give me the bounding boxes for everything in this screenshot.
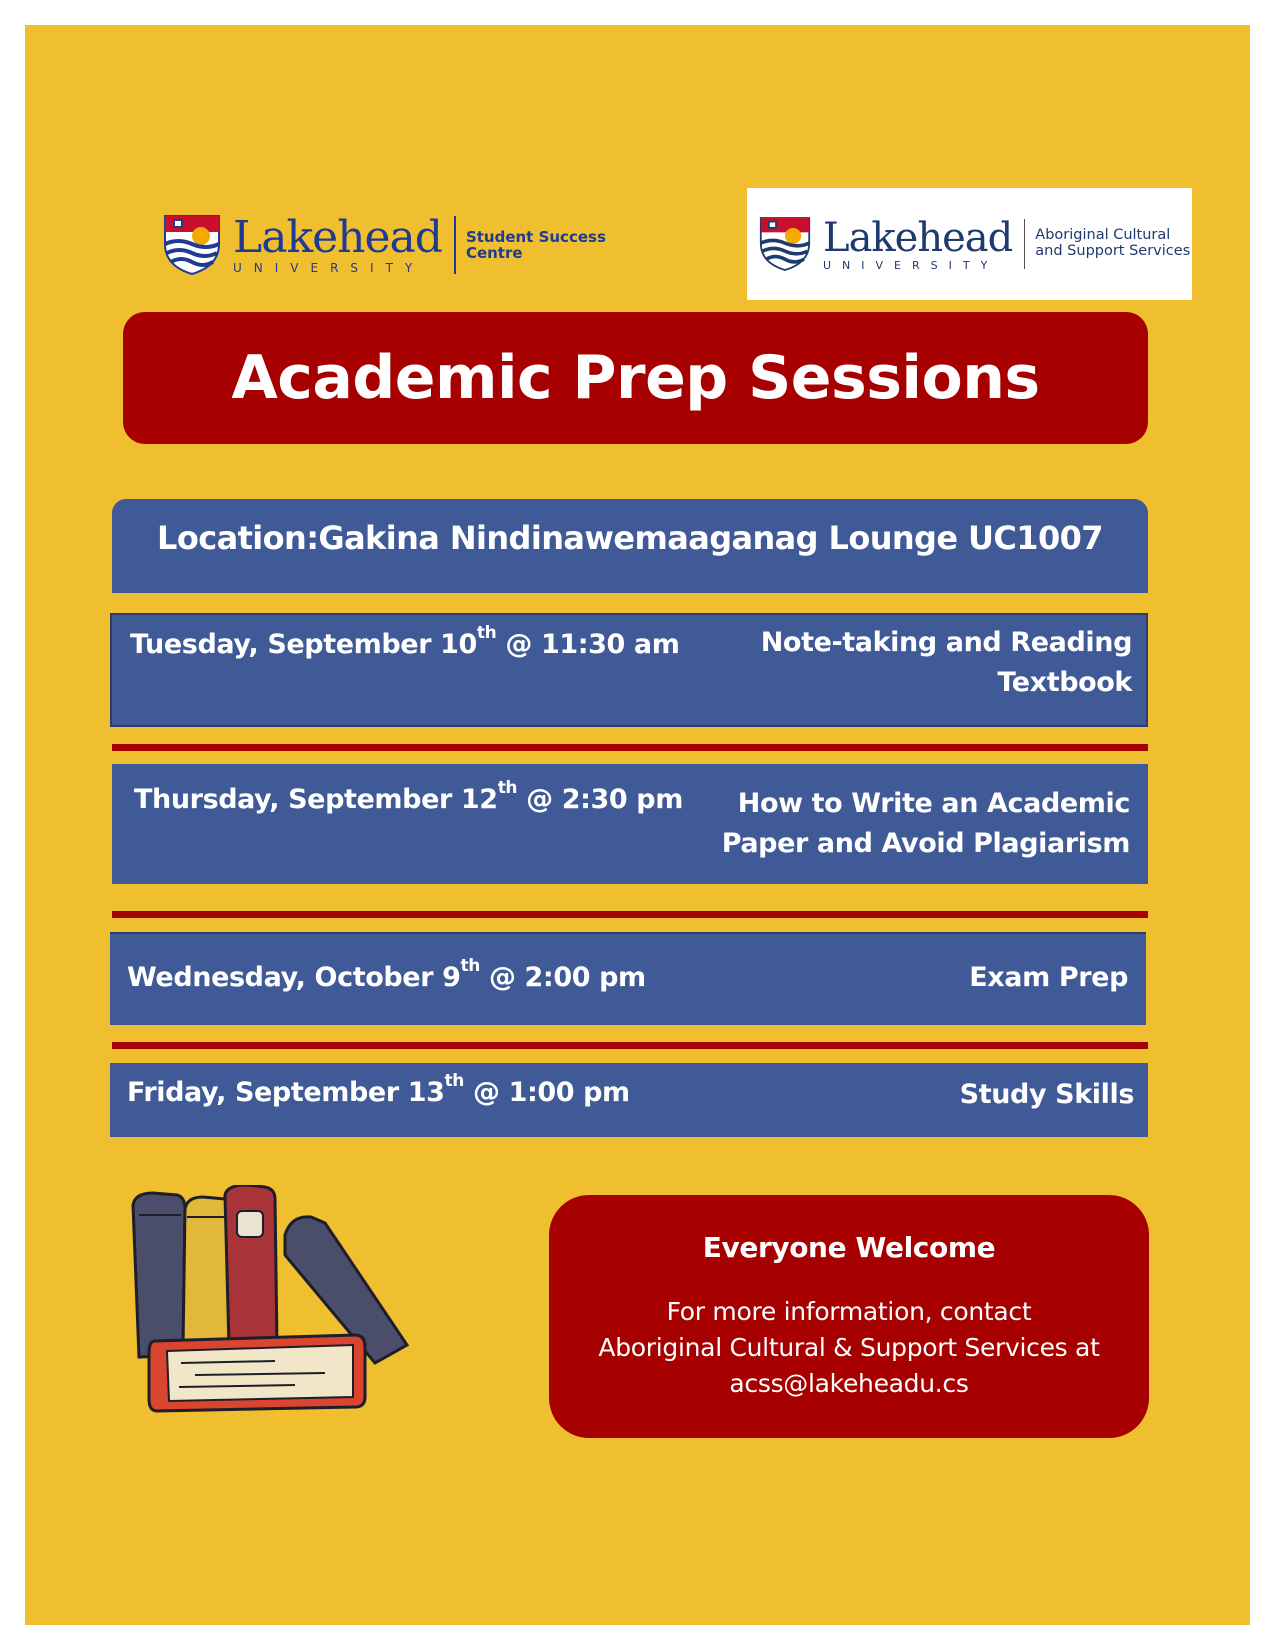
session-datetime (130, 623, 680, 660)
acss-logo (747, 188, 1192, 300)
title-banner (123, 312, 1148, 444)
session-day: Thursday, September 12 (134, 784, 498, 815)
contact-email[interactable]: acss@lakeheadu.cs (729, 1369, 969, 1398)
location-banner (112, 499, 1148, 593)
session-day: Wednesday, October 9 (127, 962, 461, 993)
session-topic: Exam Prep (969, 962, 1128, 993)
session-time: @ 1:00 pm (472, 1077, 630, 1108)
session-day: Tuesday, September 10 (130, 629, 477, 660)
lakehead-crest-icon (163, 214, 221, 276)
session-datetime (127, 956, 646, 993)
divider-line (112, 1042, 1148, 1049)
session-day-suffix: th (497, 778, 518, 798)
page-title: Academic Prep Sessions (231, 343, 1040, 413)
session-day-suffix: th (476, 623, 497, 643)
lakehead-wordmark (233, 212, 442, 275)
divider-line (112, 911, 1148, 918)
session-row (110, 613, 1148, 727)
contact-line: For more information, contact (666, 1297, 1032, 1326)
session-row (112, 764, 1148, 884)
session-topic: How to Write an Academic Paper and Avoid Plagiarism (721, 788, 1130, 859)
book-lying (149, 1335, 365, 1411)
lakehead-wordmark (823, 214, 1013, 272)
session-topic: Study Skills (959, 1079, 1134, 1110)
session-day: Friday, September 13 (127, 1077, 445, 1108)
unit-name: Student Success Centre (465, 227, 606, 262)
session-time: @ 11:30 am (505, 629, 680, 660)
student-success-centre-logo (163, 211, 616, 279)
lakehead-crest-icon (759, 216, 811, 272)
welcome-heading: Everyone Welcome (702, 1231, 996, 1264)
book-red (225, 1185, 277, 1347)
session-topic: Note-taking and Reading Textbook (760, 627, 1132, 698)
wordmark-subtitle: UNIVERSITY (233, 261, 425, 275)
wordmark-subtitle: UNIVERSITY (823, 258, 999, 272)
session-datetime (134, 778, 683, 815)
unit-name: Aboriginal Cultural and Support Services (1035, 227, 1191, 259)
logo-divider (1024, 219, 1025, 269)
session-time: @ 2:30 pm (526, 784, 683, 815)
session-day-suffix: th (444, 1071, 464, 1091)
book-navy (133, 1193, 185, 1357)
session-row (110, 932, 1146, 1025)
session-row (110, 1063, 1148, 1137)
wordmark-text: Lakehead (823, 214, 1013, 261)
contact-line: Aboriginal Cultural & Support Services at (598, 1333, 1100, 1362)
session-day-suffix: th (460, 956, 480, 976)
welcome-box (549, 1195, 1149, 1438)
session-time: @ 2:00 pm (488, 962, 646, 993)
session-datetime (127, 1071, 630, 1108)
logo-divider (454, 216, 456, 274)
location-text: Location:Gakina Nindinawemaaganag Lounge UC1007 (157, 519, 1103, 557)
books-illustration (125, 1185, 435, 1435)
wordmark-text: Lakehead (233, 212, 442, 263)
divider-line (112, 744, 1148, 751)
